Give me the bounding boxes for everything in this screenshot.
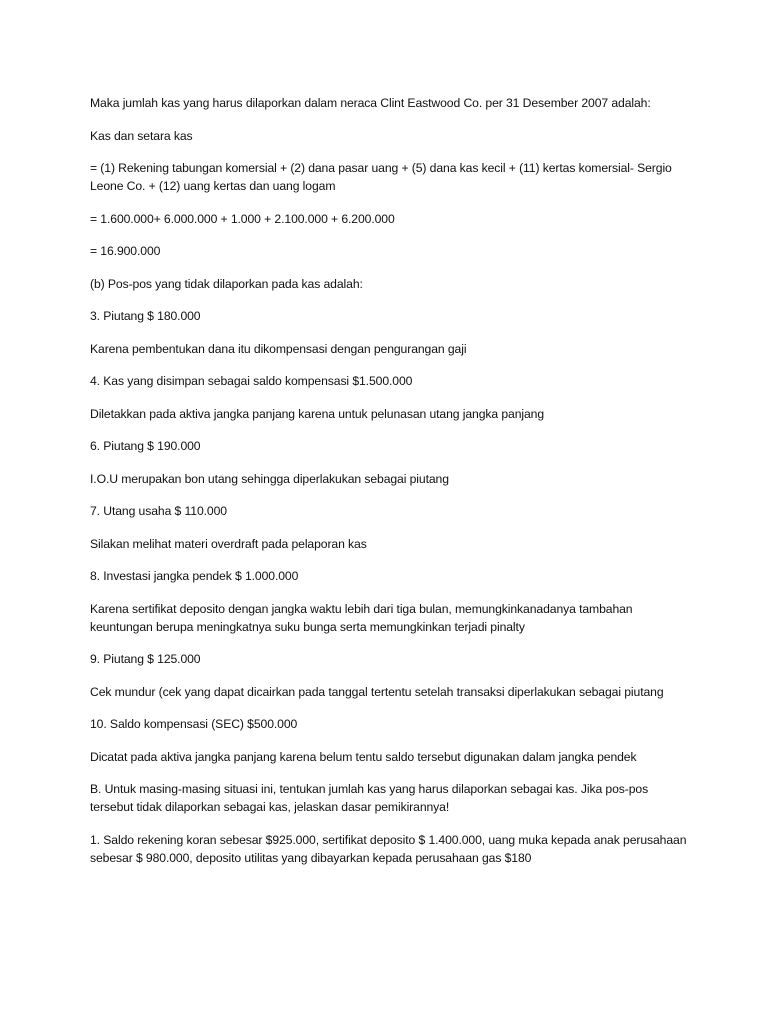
- paragraph-item-8: 8. Investasi jangka pendek $ 1.000.000: [90, 569, 299, 583]
- paragraph-question-b: B. Untuk masing-masing situasi ini, tentukan jumlah kas yang harus dilaporkan sebagai kas. Jika pos-pos tersebut tidak dilaporkan sebagai kas, jelaskan dasar pemikirannya!: [90, 782, 649, 814]
- paragraph-sum: = 1.600.000+ 6.000.000 + 1.000 + 2.100.000 + 6.200.000: [90, 211, 395, 226]
- paragraph-item-6: 6. Piutang $ 190.000: [90, 439, 201, 453]
- paragraph-reason-10: Dicatat pada aktiva jangka panjang karena belum tentu saldo tersebut digunakan dalam jangka pendek: [90, 749, 637, 764]
- paragraph-formula: = (1) Rekening tabungan komersial + (2) dana pasar uang + (5) dana kas kecil + (11) kertas komersial- Sergio Leone Co. + (12) uang kertas dan uang logam: [90, 161, 672, 193]
- paragraph-section-b: (b) Pos-pos yang tidak dilaporkan pada kas adalah:: [90, 276, 363, 291]
- paragraph-reason-3: Karena pembentukan dana itu dikompensasi dengan pengurangan gaji: [90, 341, 467, 356]
- paragraph-heading-cash: Kas dan setara kas: [90, 128, 193, 143]
- paragraph-reason-6: I.O.U merupakan bon utang sehingga diperlakukan sebagai piutang: [90, 471, 449, 486]
- paragraph-item-4: 4. Kas yang disimpan sebagai saldo kompensasi $1.500.000: [90, 374, 413, 388]
- paragraph-item-7: 7. Utang usaha $ 110.000: [90, 504, 227, 518]
- paragraph-item-9: 9. Piutang $ 125.000: [90, 652, 201, 666]
- paragraph-item-10: 10. Saldo kompensasi (SEC) $500.000: [90, 717, 298, 731]
- paragraph-reason-7: Silakan melihat materi overdraft pada pelaporan kas: [90, 536, 367, 551]
- paragraph-total: = 16.900.000: [90, 244, 161, 258]
- paragraph-reason-8: Karena sertifikat deposito dengan jangka waktu lebih dari tiga bulan, memungkinkanadanya tambahan keuntungan berupa meningkatnya suku bunga serta memungkinkan terjadi pinalty: [90, 601, 633, 634]
- paragraph-intro: Maka jumlah kas yang harus dilaporkan dalam neraca Clint Eastwood Co. per 31 Desember 2007 adalah:: [90, 96, 651, 110]
- paragraph-reason-4: Diletakkan pada aktiva jangka panjang karena untuk pelunasan utang jangka panjang: [90, 406, 545, 421]
- paragraph-item-3: 3. Piutang $ 180.000: [90, 309, 201, 323]
- document-page: [90, 94, 690, 881]
- paragraph-situation-1: 1. Saldo rekening koran sebesar $925.000, sertifikat deposito $ 1.400.000, uang muka kepada anak perusahaan sebesar $ 980.000, deposito utilitas yang dibayarkan kepada perusahaan gas $180: [90, 832, 687, 865]
- paragraph-reason-9: Cek mundur (cek yang dapat dicairkan pada tanggal tertentu setelah transaksi diperlakukan sebagai piutang: [90, 684, 664, 699]
